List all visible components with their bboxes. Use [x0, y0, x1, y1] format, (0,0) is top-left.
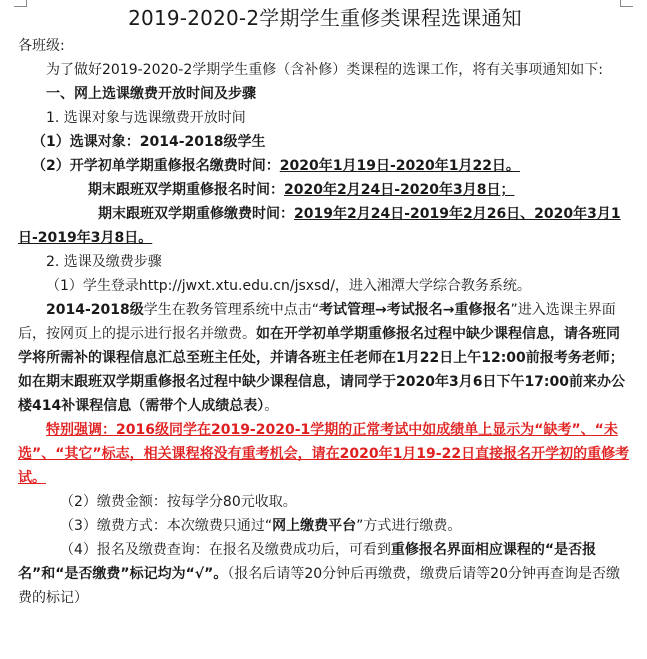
step3: （3）缴费方式：本次缴费只通过“网上缴费平台”方式进行缴费。: [60, 518, 462, 534]
special-emphasis: 特别强调：2016级同学在2019-2020-1学期的正常考试中如成绩单上显示为“缺考”、“未选”、“其它”标志，相关课程将没有重考机会，请在2020年1月19-22日直接报名开学初的重修考试。: [18, 422, 630, 486]
item1-1: （1）选课对象：2014-2018级学生: [32, 134, 266, 150]
greeting: 各班级:: [18, 38, 65, 54]
item2-title: 2. 选课及缴费步骤: [46, 254, 162, 270]
item1-title: 1. 选课对象与选课缴费开放时间: [46, 110, 246, 126]
document-title: 2019-2020-2学期学生重修类课程选课通知: [128, 6, 522, 30]
date-range: 2019年2月24日-2019年2月26日、2020年3月1日-2019年3月8日。: [18, 206, 621, 246]
document-body: [18, 4, 632, 610]
item1-2: （2）开学初单学期重修报名缴费时间：2020年1月19日-2020年1月22日。: [32, 158, 520, 174]
intro-paragraph: 为了做好2019-2020-2学期学生重修（含补修）类课程的选课工作，将有关事项通知如下:: [46, 62, 603, 78]
step4: （4）报名及缴费查询：在报名及缴费成功后，可看到重修报名界面相应课程的“是否报名”和“是否缴费”标记均为“√”。（报名后请等20分钟后再缴费，缴费后请等20分钟再查询是否缴费的标记）: [18, 542, 620, 606]
step1-paragraph: 2014-2018级学生在教务管理系统中点击“考试管理→考试报名→重修报名”进入选课主界面后，按网页上的提示进行报名并缴费。如在开学初单学期重修报名过程中缺少课程信息，请各班同学将所需补的课程信息汇总至班主任处，并请各班主任老师在1月22日上午12:00前报考务老师；如在期末跟班双学期重修报名过程中缺少课程信息，请同学于2020年3月6日下午17:00前来办公楼414补课程信息（需带个人成绩总表）。: [18, 302, 626, 414]
item1-4: 期末跟班双学期重修缴费时间：2019年2月24日-2019年2月26日、2020年3月1日-2019年3月8日。: [18, 206, 621, 246]
date-range: 2020年2月24日-2020年3月8日；: [284, 182, 515, 198]
item1-3: 期末跟班双学期重修报名时间：2020年2月24日-2020年3月8日；: [88, 182, 515, 198]
step1: （1）学生登录http://jwxt.xtu.edu.cn/jsxsd/，进入湘潭大学综合教务系统。: [46, 278, 531, 294]
date-range: 2020年1月19日-2020年1月22日。: [279, 158, 520, 174]
section-heading: 一、网上选课缴费开放时间及步骤: [46, 86, 256, 102]
step2: （2）缴费金额：按每学分80元收取。: [60, 494, 297, 510]
